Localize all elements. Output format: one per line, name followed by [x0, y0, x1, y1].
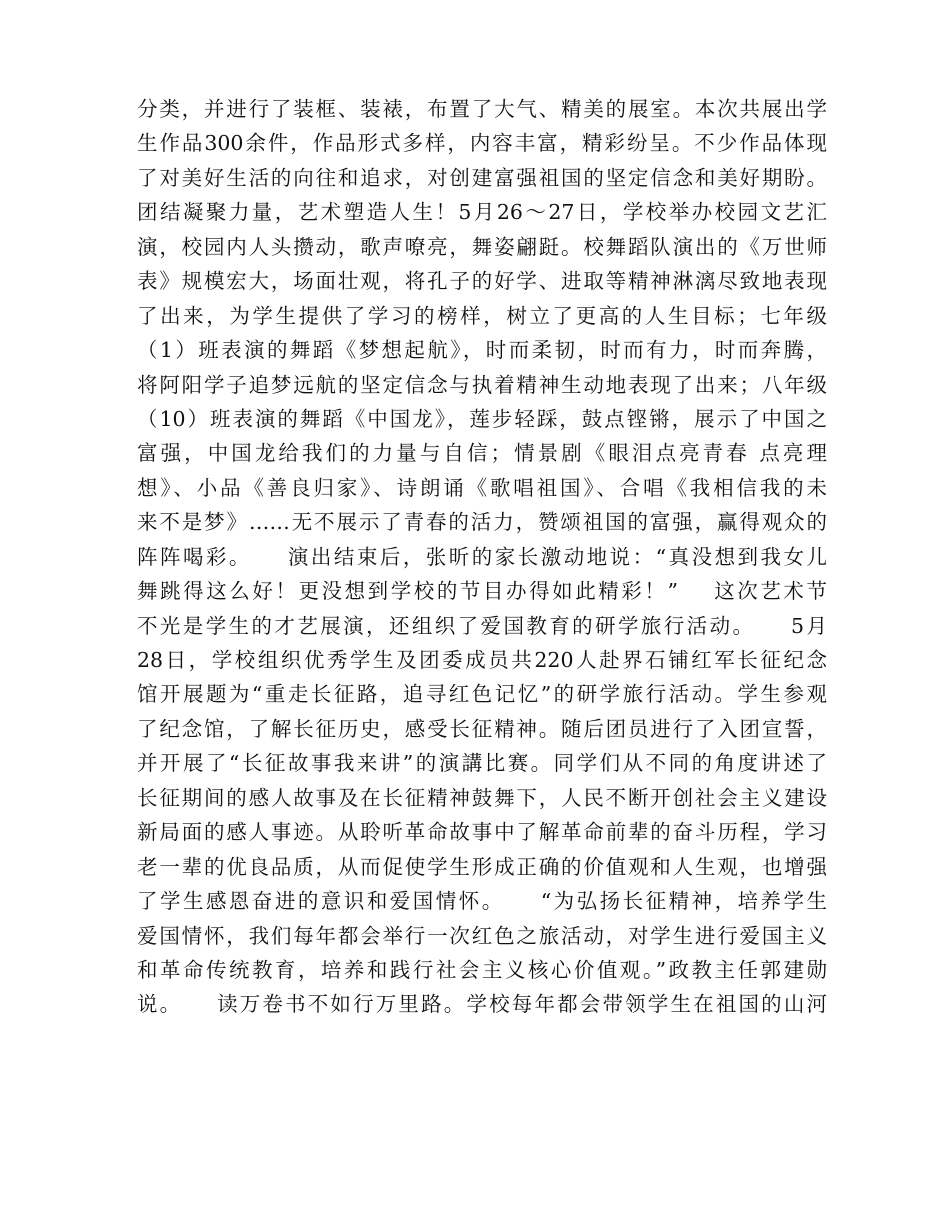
text-line: 演，校园内人头攒动，歌声嘹亮，舞姿翩跹。校舞蹈队演出的《万世师 [137, 234, 827, 259]
text-line: 富强，中国龙给我们的力量与自信；情景剧《眼泪点亮青春 点亮理 [137, 441, 827, 466]
text-line: 新局面的感人事迹。从聆听革命故事中了解革命前辈的奋斗历程，学习 [137, 820, 827, 845]
text-line: 想》、小品《善良归家》、诗朗诵《歌唱祖国》、合唱《我相信我的未 [137, 475, 827, 500]
text-line: （10）班表演的舞蹈《中国龙》，莲步轻踩，鼓点铿锵，展示了中国之 [137, 406, 827, 431]
text-line: 来不是梦》……无不展示了青春的活力，赞颂祖国的富强，赢得观众的 [137, 510, 827, 535]
text-line: 爱国情怀，我们每年都会举行一次红色之旅活动，对学生进行爱国主义 [137, 923, 827, 948]
text-line: 并开展了“长征故事我来讲”的演講比赛。同学们从不同的角度讲述了 [137, 751, 827, 776]
text-line: 团结凝聚力量，艺术塑造人生！5月26～27日，学校举办校园文艺汇 [137, 200, 827, 225]
text-line: 不光是学生的才艺展演，还组织了爱国教育的研学旅行活动。 5月 [137, 613, 827, 638]
text-line: 馆开展题为“重走长征路，追寻红色记忆”的研学旅行活动。学生参观 [137, 682, 827, 707]
text-line: 和革命传统教育，培养和践行社会主义核心价值观。”政教主任郭建勋 [137, 957, 827, 982]
text-line: 将阿阳学子追梦远航的坚定信念与执着精神生动地表现了出来；八年级 [137, 372, 827, 397]
text-line: 说。 读万卷书不如行万里路。学校每年都会带领学生在祖国的山河 [137, 992, 827, 1017]
text-line: （1）班表演的舞蹈《梦想起航》，时而柔韧，时而有力，时而奔腾， [137, 338, 827, 363]
text-line: 了学生感恩奋进的意识和爱国情怀。 “为弘扬长征精神，培养学生 [137, 889, 827, 914]
text-line: 生作品300余件，作品形式多样，内容丰富，精彩纷呈。不少作品体现 [137, 131, 827, 156]
body-text [137, 92, 827, 1022]
text-line: 了出来，为学生提供了学习的榜样，树立了更高的人生目标；七年级 [137, 303, 827, 328]
text-line: 长征期间的感人故事及在长征精神鼓舞下，人民不断开创社会主义建设 [137, 785, 827, 810]
text-line: 了纪念馆，了解长征历史，感受长征精神。随后团员进行了入团宣誓， [137, 716, 827, 741]
text-line: 28日，学校组织优秀学生及团委成员共220人赴界石铺红军长征纪念 [137, 648, 827, 672]
text-line: 舞跳得这么好！更没想到学校的节目办得如此精彩！” 这次艺术节 [137, 579, 827, 604]
text-line: 老一辈的优良品质，从而促使学生形成正确的价值观和人生观，也增强 [137, 854, 827, 879]
text-line: 阵阵喝彩。 演出结束后，张昕的家长激动地说：“真没想到我女儿 [137, 544, 827, 569]
text-line: 分类，并进行了装框、装裱，布置了大气、精美的展室。本次共展出学 [137, 97, 827, 121]
text-line: 表》规模宏大，场面壮观，将孔子的好学、进取等精神淋漓尽致地表现 [137, 269, 827, 294]
text-line: 了对美好生活的向往和追求，对创建富强祖国的坚定信念和美好期盼。 [137, 165, 827, 190]
